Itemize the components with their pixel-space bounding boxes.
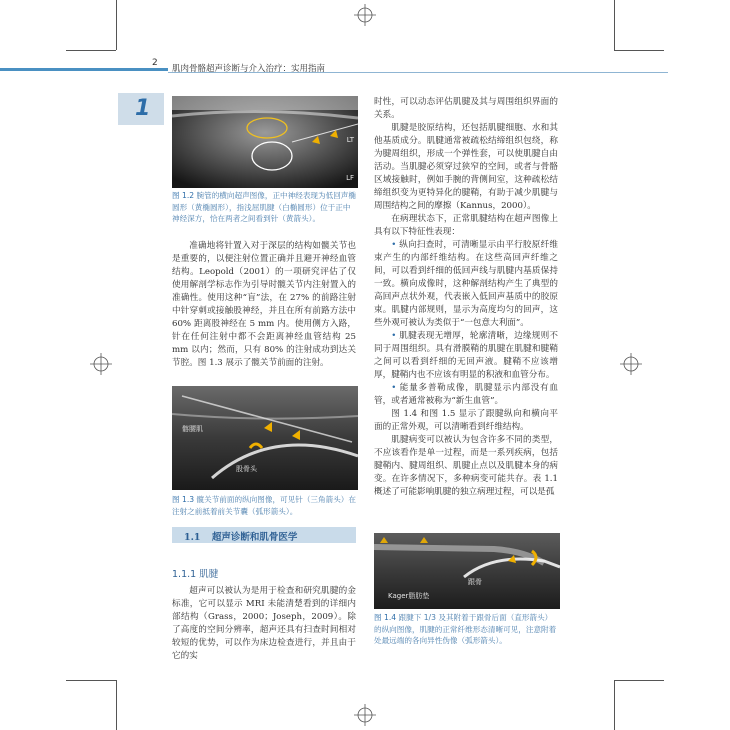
figure-1-3-label-iliopsoas: 髂腰肌	[182, 425, 203, 433]
left-paragraph-1	[172, 240, 356, 370]
registration-mark-bottom	[354, 704, 376, 726]
figure-1-4-label-kager-fat-pad: Kager脂肪垫	[388, 592, 430, 600]
bullet-item-2	[374, 330, 558, 382]
right-paragraph-4: 肌腱病变可以被认为包含许多不同的类型，不应该看作是单一过程，而是一系列疾病，包括腱鞘内、腱周组织、肌腱止点以及肌腱本身的病变。在许多情况下，多种病变可能共存。表 1.1 概述了可能影响肌腱的独立病理过程，可以是孤	[374, 435, 558, 497]
crop-mark-top-right-v	[614, 0, 615, 50]
figure-1-3-caption-number: 图 1.3	[172, 495, 195, 504]
figure-1-2-caption-number: 图 1.2	[172, 191, 195, 200]
bullet-1-text: 纵向扫查时，可清晰显示由平行胶原纤维束产生的内部纤维结构。在这些高回声纤维之间，可以看到纤细的低回声线与肌腱内基质保持一致。横向成像时，这种解剖结构产生了典型的高回声点状外观，代表嵌入低回声基质中的胶原束。肌腱内部规则，显示为高度均匀的回声，这些外观可被认为类似于“一包意大利面”。	[374, 240, 558, 328]
chapter-number: 1	[135, 96, 151, 121]
right-paragraph-1: 肌腱是胶原结构，还包括肌腱细胞、水和其他基质成分。肌腱通常被疏松结缔组织包绕，称为腱周组织，形成一个弹性套，可以使肌腱自由活动。当肌腱必须穿过狭窄的空间，或者与骨骼区域接触时，例如手腕的背侧间室，这种疏松结缔组织变为更特异化的腱鞘，有助于减少肌腱与周围结构之间的摩擦（Kannus，2000）。	[374, 123, 558, 211]
figure-1-3-ultrasound-image	[172, 386, 358, 490]
figure-1-3-caption-text: 髋关节前面的纵向图像，可见针（三角箭头）在注射之前抵着前关节囊（弧形箭头）。	[172, 495, 356, 516]
bullet-2-symbol: •	[391, 331, 397, 341]
figure-1-2-label-lt: LT	[346, 136, 354, 144]
figure-1-2-drawing	[172, 96, 358, 188]
figure-1-4-ultrasound-image	[374, 533, 560, 609]
figure-1-4-caption	[374, 612, 558, 647]
right-paragraph-3: 图 1.4 和图 1.5 显示了跟腱纵向和横向平面的正常外观，可以清晰看到纤维结构。	[374, 409, 558, 432]
section-title: 超声诊断和肌骨医学	[211, 532, 298, 543]
registration-mark-right	[620, 353, 642, 375]
subsection-heading: 1.1.1 肌腱	[172, 569, 219, 580]
figure-1-4-caption-number: 图 1.4	[374, 613, 397, 622]
registration-mark-left	[90, 353, 112, 375]
crop-mark-bottom-right-v	[614, 680, 615, 730]
registration-mark-top	[354, 4, 376, 26]
right-paragraph-0: 时性，可以动态评估肌腱及其与周围组织界面的关系。	[374, 97, 558, 120]
bullet-item-3	[374, 382, 558, 408]
crop-mark-bottom-left-v	[116, 680, 117, 730]
right-column-text	[374, 96, 558, 499]
left-paragraph-1-text: 准确地将针置入对于深层的结构如髋关节也是重要的，以便注射位置正确并且避开神经血管结构。Leopold（2001）的一项研究评估了仅使用解剖学标志作为引导时髋关节内注射置入的准确性。使用这种“盲”法，在 27% 的前路注射中针穿刺或接触股神经，并且在所有前路方法中 60% 距离股神经在 5 mm 内。使用侧方入路，针在任何注射中都不会距离神经血管结构 25 mm 以内；然而，只有 80% 的注射成功到达关节腔。图 1.3 展示了髋关节前面的注射。	[172, 241, 356, 368]
figure-1-3-label-femoral-head: 股骨头	[236, 465, 257, 473]
figure-1-3-drawing	[172, 386, 358, 490]
section-number: 1.1	[184, 532, 201, 543]
figure-1-3-caption	[172, 494, 356, 517]
crop-mark-bottom-right-h	[614, 680, 664, 681]
right-paragraph-2: 在病理状态下，正常肌腱结构在超声图像上具有以下特征性表现：	[374, 214, 558, 237]
bullet-3-text: 能量多普勒成像，肌腱显示内部没有血管，或者通常被称为“新生血管”。	[374, 383, 558, 406]
page-number: 2	[152, 58, 158, 68]
bullet-item-1	[374, 239, 558, 330]
crop-mark-bottom-left-h	[66, 680, 116, 681]
figure-1-4-caption-text: 跟腱下 1/3 及其附着于跟骨后面（直形箭头）的纵向图像，肌腱的正常纤维形态清晰可见，注意附着处最远端的各向异性伪像（弧形箭头）。	[374, 613, 557, 645]
figure-1-4-label-calcaneus: 跟骨	[468, 578, 482, 586]
crop-mark-top-left-v	[116, 0, 117, 50]
section-heading	[184, 529, 297, 543]
running-title: 肌肉骨骼超声诊断与介入治疗：实用指南	[172, 64, 326, 74]
bullet-3-symbol: •	[391, 383, 397, 393]
bullet-2-text: 肌腱表现无增厚，轮廓清晰，边缘规则不同于周围组织。具有滑膜鞘的肌腱在肌腱和腱鞘之间可以看到纤细的无回声液。腱鞘不应该增厚，腱鞘内也不应该有明显的积液和血管分布。	[374, 331, 558, 380]
figure-1-2-label-lf: LF	[346, 174, 354, 182]
figure-1-2-caption	[172, 190, 356, 225]
figure-1-2-caption-text: 腕管的横向超声图像，正中神经表现为低回声椭圆形（黄椭圆形），指浅屈肌腱（白椭圆形）位于正中神经深方，恰在两者之间看到针（黄箭头）。	[172, 191, 356, 223]
crop-mark-top-left-h	[66, 50, 116, 51]
figure-1-2-ultrasound-image	[172, 96, 358, 188]
left-paragraph-2-text: 超声可以被认为是用于检查和研究肌腱的金标准，它可以显示 MRI 未能清楚看到的详细内部结构（Grass，2000；Joseph，2009）。除了高度的空间分辨率，超声还具有扫查时间相对较短的优势，可以作为床边检查进行，并且由于它的实	[172, 586, 356, 661]
crop-mark-top-right-h	[614, 50, 664, 51]
left-paragraph-2	[172, 585, 356, 663]
header-accent-bar	[0, 68, 168, 71]
bullet-1-symbol: •	[391, 240, 397, 250]
